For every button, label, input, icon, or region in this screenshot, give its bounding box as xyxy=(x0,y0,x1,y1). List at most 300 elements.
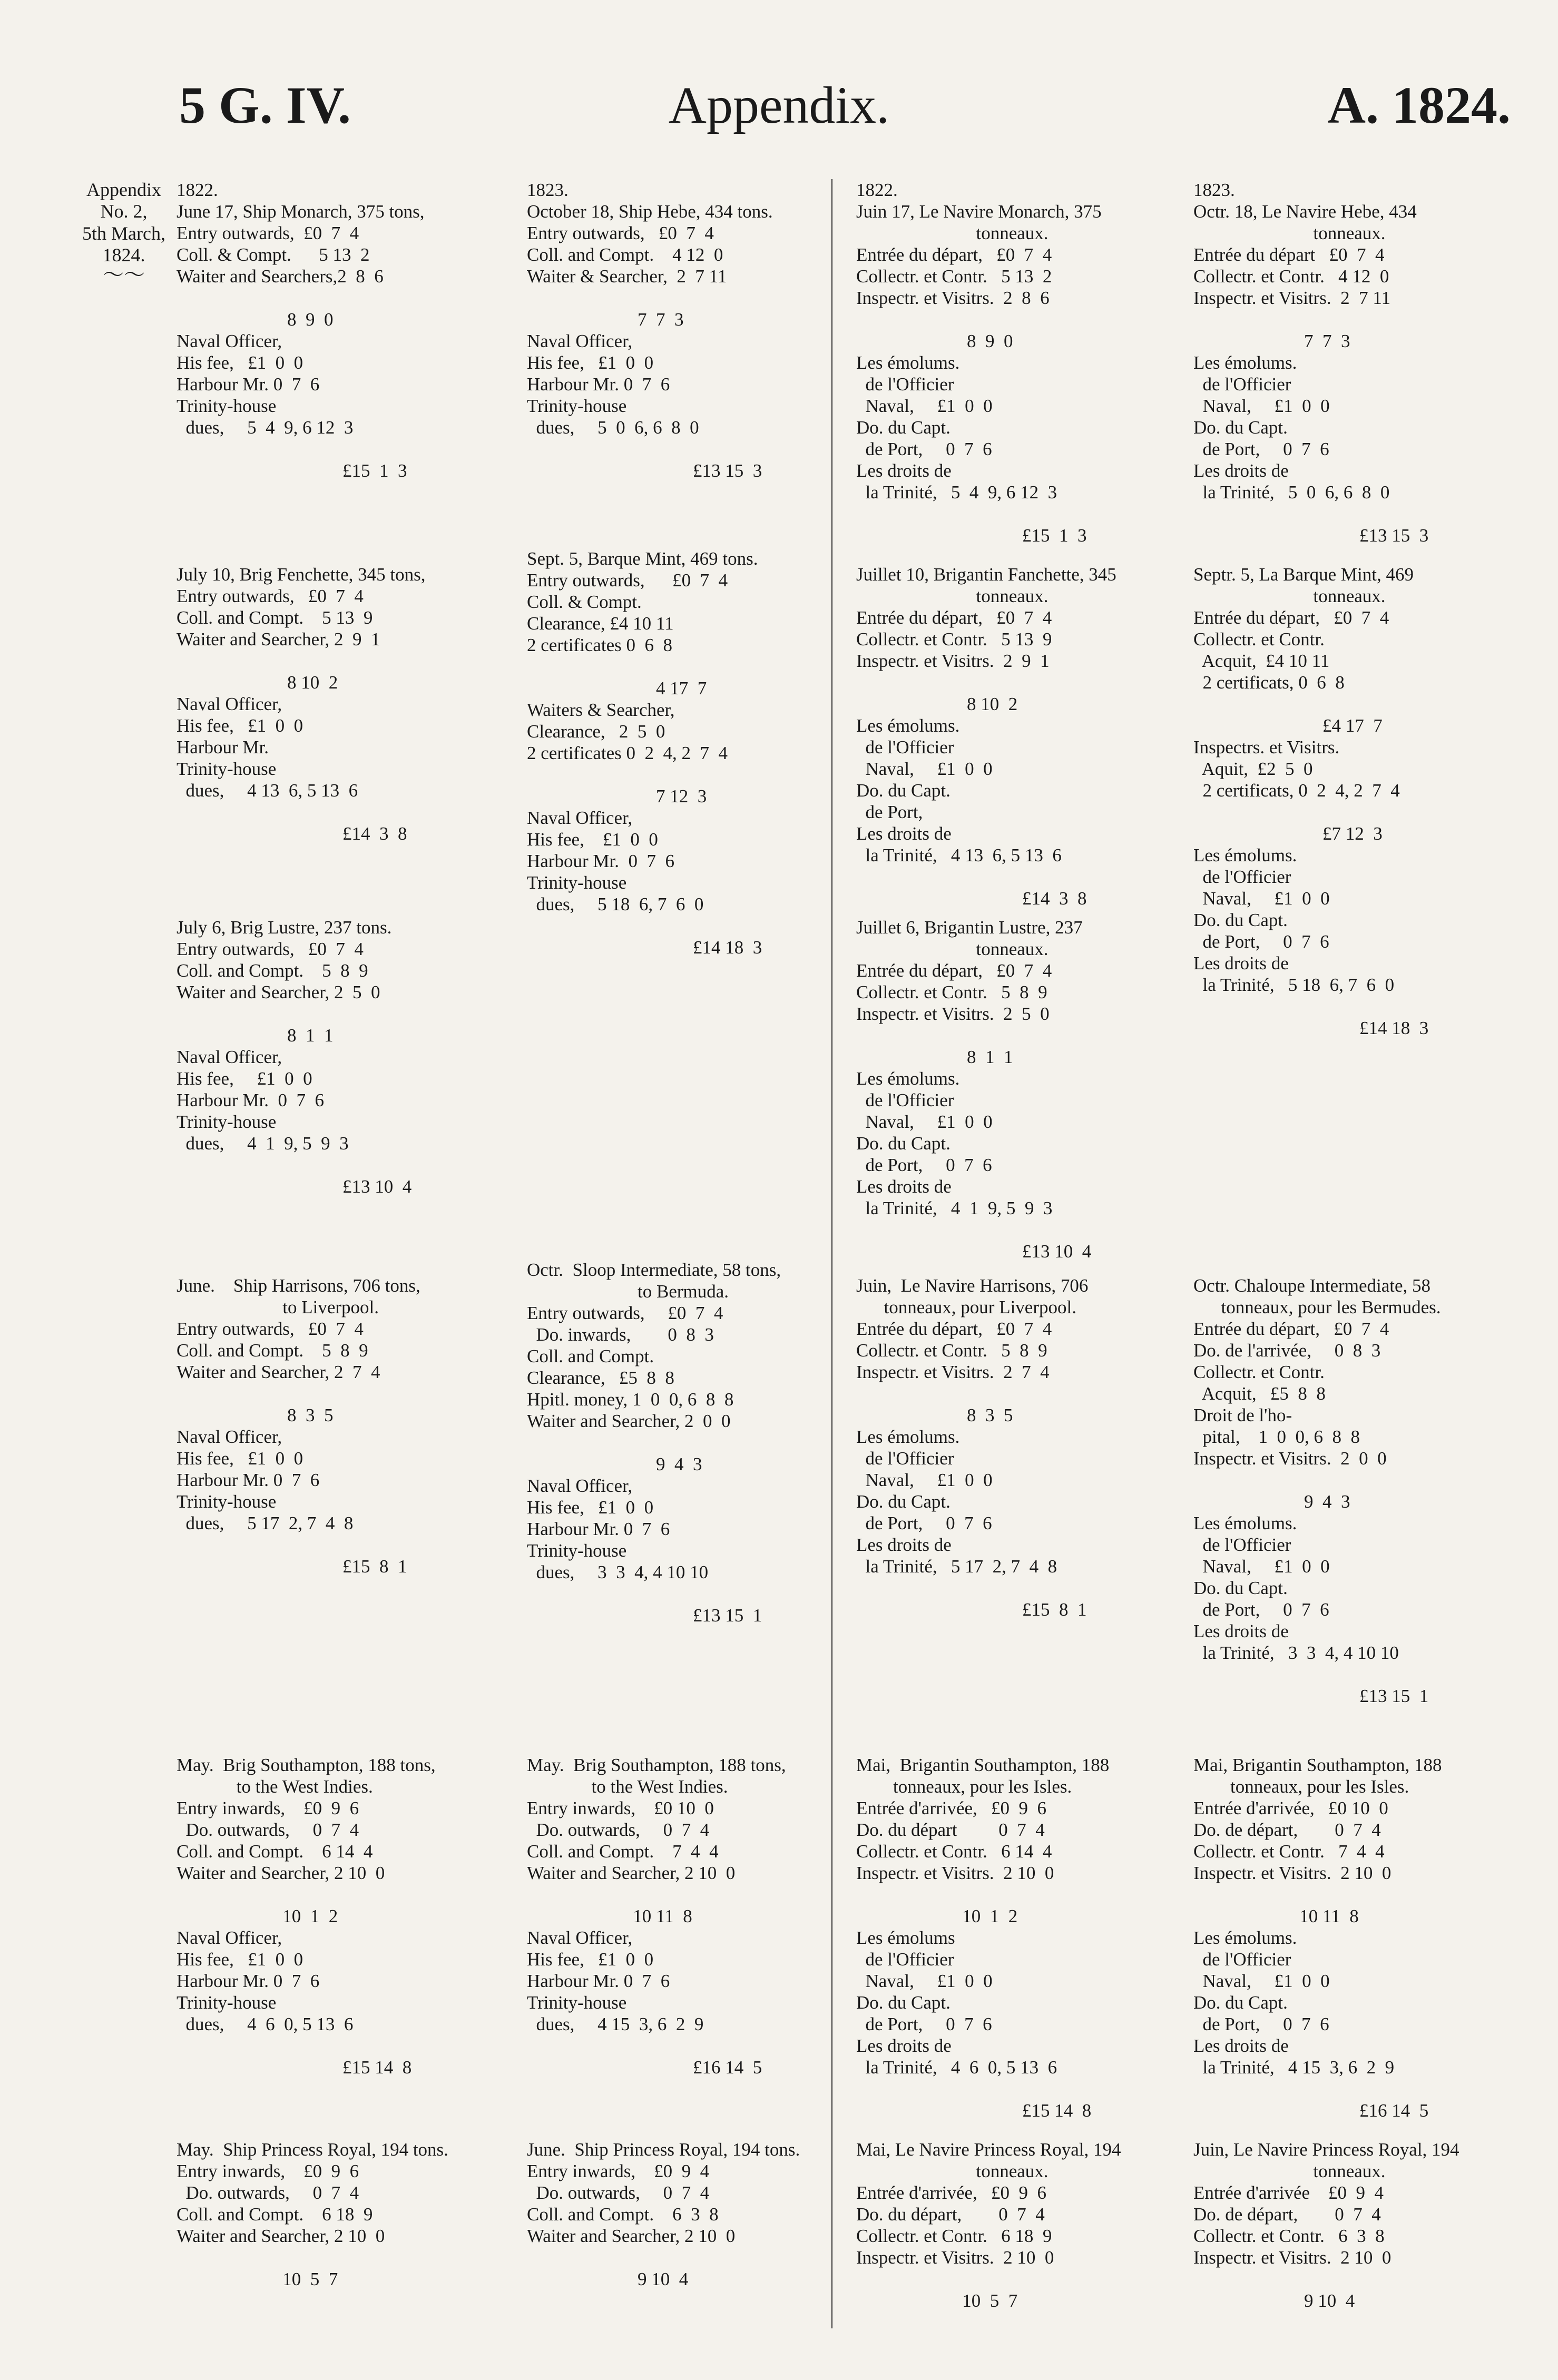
entry-line: His fee, £1 0 0 xyxy=(177,715,303,736)
entry-line: His fee, £1 0 0 xyxy=(177,1949,303,1970)
entry-line: de l'Officier xyxy=(856,1949,954,1970)
side-note-line: 1824. xyxy=(102,244,145,266)
entry-line: tonneaux, pour les Isles. xyxy=(856,1776,1072,1797)
entry-line: Acquit, £4 10 11 xyxy=(1193,651,1330,671)
entry-line: Trinity-house xyxy=(177,759,277,779)
entry-line: la Trinité, 5 17 2, 7 4 8 xyxy=(856,1556,1057,1577)
column-french-1822 xyxy=(856,179,1178,2365)
entry-total: £13 10 4 xyxy=(177,1176,412,1197)
entry-line: Entry inwards, £0 10 0 xyxy=(527,1798,714,1818)
entry-line: Coll. & Compt. 5 13 2 xyxy=(177,244,370,265)
entry-line: Coll. and Compt. 6 14 4 xyxy=(177,1841,373,1862)
entry-line: Waiter and Searcher, 2 5 0 xyxy=(177,982,380,1002)
entry-line: Waiter and Searcher, 2 10 0 xyxy=(177,1863,385,1883)
entry-line: Coll. & Compt. xyxy=(527,592,642,612)
entry-line: Trinity-house xyxy=(527,872,627,893)
entry-line xyxy=(527,287,848,309)
entry-line: Harbour Mr. 0 7 6 xyxy=(527,1971,670,1991)
entry-line: de Port, 0 7 6 xyxy=(856,1513,992,1533)
entry-total: £13 15 1 xyxy=(1193,1686,1429,1706)
entry-line: 8 3 5 xyxy=(177,1405,334,1425)
entry-line: la Trinité, 5 0 6, 6 8 0 xyxy=(1193,482,1390,503)
entry-line: 10 1 2 xyxy=(856,1906,1018,1926)
entry-line: Les droits de xyxy=(856,2035,952,2056)
fee-entry xyxy=(856,2139,1178,2312)
entry-line: 8 1 1 xyxy=(856,1047,1013,1067)
entry-line: tonneaux. xyxy=(856,939,1049,959)
entry-line xyxy=(856,2268,1178,2290)
entry-line xyxy=(527,915,848,937)
entry-total: £15 14 8 xyxy=(177,2057,412,2078)
entry-line: Collectr. et Contr. 7 4 4 xyxy=(1193,1841,1385,1862)
entry-line: de Port, 0 7 6 xyxy=(856,1155,992,1175)
fee-entry xyxy=(527,548,848,958)
entry-line: Do. du Capt. xyxy=(856,1992,951,2013)
entry-line: 1823. xyxy=(1193,180,1235,200)
entry-line: Do. du départ, 0 7 4 xyxy=(856,2204,1045,2225)
entry-line: Les émolums xyxy=(856,1927,955,1948)
fee-entry xyxy=(856,1754,1178,2121)
entry-line: to Liverpool. xyxy=(177,1297,379,1317)
entry-line: de l'Officier xyxy=(1193,1949,1291,1970)
entry-line: Droit de l'ho- xyxy=(1193,1405,1292,1425)
entry-line: 1822. xyxy=(856,180,898,200)
entry-line: 8 3 5 xyxy=(856,1405,1013,1425)
fee-entry xyxy=(527,1754,848,2078)
entry-line xyxy=(1193,1884,1515,1905)
entry-line: His fee, £1 0 0 xyxy=(527,1949,654,1970)
entry-line: 7 7 3 xyxy=(1193,331,1350,351)
entry-line: Les émolums. xyxy=(856,715,960,736)
entry-line: Harbour Mr. 0 7 6 xyxy=(527,851,674,871)
entry-line xyxy=(856,1219,1178,1241)
entry-line: 7 12 3 xyxy=(527,786,707,807)
entry-line: 1823. xyxy=(527,180,569,200)
entry-line: 10 11 8 xyxy=(1193,1906,1359,1926)
entry-line: Naval, £1 0 0 xyxy=(856,1470,993,1490)
entry-line: Juin, Le Navire Harrisons, 706 xyxy=(856,1275,1089,1296)
entry-line: Inspectr. et Visitrs. 2 10 0 xyxy=(1193,1863,1392,1883)
fee-entry xyxy=(856,564,1178,909)
entry-line: Entry outwards, £0 7 4 xyxy=(527,570,728,591)
entry-line xyxy=(1193,693,1515,715)
entry-line: Naval Officer, xyxy=(177,1047,282,1067)
entry-line xyxy=(856,672,1178,693)
entry-line: Do. outwards, 0 7 4 xyxy=(527,1820,710,1840)
entry-line: Harbour Mr. 0 7 6 xyxy=(177,1470,320,1490)
entry-line: la Trinité, 3 3 4, 4 10 10 xyxy=(1193,1643,1399,1663)
entry-line: tonneaux, pour les Isles. xyxy=(1193,1776,1409,1797)
side-note xyxy=(74,179,174,287)
entry-line: Naval, £1 0 0 xyxy=(1193,396,1330,416)
entry-line: de Port, 0 7 6 xyxy=(1193,2014,1329,2034)
entry-line xyxy=(177,1383,498,1404)
entry-line: tonneaux. xyxy=(1193,586,1386,606)
entry-line: Do. inwards, 0 8 3 xyxy=(527,1324,714,1345)
entry-line: Do. outwards, 0 7 4 xyxy=(177,2182,359,2203)
entry-line: Naval, £1 0 0 xyxy=(856,1112,993,1132)
entry-line: Octr. Chaloupe Intermediate, 58 xyxy=(1193,1275,1430,1296)
entry-line: 4 17 7 xyxy=(527,678,707,699)
entry-line: June. Ship Harrisons, 706 tons, xyxy=(177,1275,420,1296)
entry-line: His fee, £1 0 0 xyxy=(177,1448,303,1469)
entry-line: 2 certificats, 0 6 8 xyxy=(1193,672,1345,693)
entry-line: Naval, £1 0 0 xyxy=(1193,888,1330,909)
entry-line: Waiter & Searcher, 2 7 11 xyxy=(527,266,727,287)
entry-line: Harbour Mr. 0 7 6 xyxy=(177,1090,324,1110)
entry-line: Collectr. et Contr. 5 13 9 xyxy=(856,629,1052,650)
entry-line xyxy=(177,801,498,823)
entry-total: £13 15 3 xyxy=(527,460,762,481)
entry-line: de Port, xyxy=(856,802,923,822)
entry-line: de l'Officier xyxy=(856,374,954,395)
entry-line: Entry outwards, £0 7 4 xyxy=(177,586,364,606)
entry-line xyxy=(856,503,1178,525)
entry-line: Do. outwards, 0 7 4 xyxy=(177,1820,359,1840)
entry-line xyxy=(1193,503,1515,525)
entry-line: Waiter and Searcher, 2 9 1 xyxy=(177,629,380,650)
fee-entry xyxy=(177,564,498,844)
fee-entry xyxy=(177,1275,498,1577)
entry-line: 7 7 3 xyxy=(527,309,684,330)
entry-line xyxy=(177,1884,498,1905)
entry-line: Les droits de xyxy=(856,1535,952,1555)
entry-line: Harbour Mr. 0 7 6 xyxy=(527,374,670,395)
entry-line: May. Ship Princess Royal, 194 tons. xyxy=(177,2139,448,2160)
entry-line: Entry outwards, £0 7 4 xyxy=(177,939,364,959)
entry-line: Naval Officer, xyxy=(527,331,633,351)
entry-line xyxy=(856,2078,1178,2100)
entry-line: Harbour Mr. 0 7 6 xyxy=(177,1971,320,1991)
entry-line: de l'Officier xyxy=(1193,374,1291,395)
entry-total: £15 8 1 xyxy=(856,1599,1087,1620)
entry-line: Entrée d'arrivée, £0 9 6 xyxy=(856,1798,1047,1818)
entry-line xyxy=(856,1383,1178,1404)
column-english-1822 xyxy=(177,179,498,2365)
entry-line: to Bermuda. xyxy=(527,1281,729,1302)
entry-line: Entrée du départ, £0 7 4 xyxy=(856,607,1052,628)
entry-line: Do. de départ, 0 7 4 xyxy=(1193,2204,1381,2225)
entry-line: Inspectrs. et Visitrs. xyxy=(1193,737,1340,758)
entry-line xyxy=(527,656,848,677)
entry-line: Inspectr. et Visitrs. 2 8 6 xyxy=(856,288,1050,308)
entry-line: Naval Officer, xyxy=(177,331,282,351)
entry-line: His fee, £1 0 0 xyxy=(527,1497,654,1518)
entry-line: 9 4 3 xyxy=(527,1454,702,1474)
entry-line: de Port, 0 7 6 xyxy=(1193,931,1329,952)
entry-line xyxy=(177,1534,498,1556)
entry-line: Les droits de xyxy=(856,460,952,481)
column-english-1823 xyxy=(527,179,848,2365)
entry-line: Les droits de xyxy=(856,823,952,844)
entry-line: Coll. and Compt. 5 13 9 xyxy=(177,607,373,628)
entry-line: Do. du Capt. xyxy=(1193,1578,1288,1598)
entry-line: la Trinité, 4 13 6, 5 13 6 xyxy=(856,845,1062,866)
entry-line: Entrée du départ £0 7 4 xyxy=(1193,244,1385,265)
entry-line: tonneaux. xyxy=(1193,2161,1386,2181)
entry-line xyxy=(177,2247,498,2268)
entry-line: His fee, £1 0 0 xyxy=(177,1068,312,1089)
entry-line: Collectr. et Contr. 5 8 9 xyxy=(856,982,1047,1002)
entry-line: Inspectr. et Visitrs. 2 5 0 xyxy=(856,1004,1050,1024)
entry-line xyxy=(856,1577,1178,1599)
entry-line: Waiter and Searcher, 2 0 0 xyxy=(527,1411,731,1431)
entry-line: Collectr. et Contr. 6 18 9 xyxy=(856,2226,1052,2246)
entry-line: dues, 5 18 6, 7 6 0 xyxy=(527,894,704,914)
entry-line xyxy=(527,1884,848,1905)
entry-line: dues, 5 4 9, 6 12 3 xyxy=(177,417,354,438)
entry-line: dues, 4 15 3, 6 2 9 xyxy=(527,2014,704,2034)
entry-line xyxy=(1193,1469,1515,1491)
entry-line: dues, 4 13 6, 5 13 6 xyxy=(177,780,358,801)
fee-entry xyxy=(1193,179,1515,546)
fee-entry xyxy=(177,179,498,481)
entry-line: Mai, Brigantin Southampton, 188 xyxy=(856,1755,1110,1775)
entry-line: Naval, £1 0 0 xyxy=(1193,1556,1330,1577)
entry-line: tonneaux, pour les Bermudes. xyxy=(1193,1297,1441,1317)
entry-line: Naval Officer, xyxy=(527,1927,633,1948)
entry-line xyxy=(1193,1664,1515,1685)
entry-line xyxy=(856,1025,1178,1046)
entry-line: Coll. and Compt. 5 8 9 xyxy=(177,960,368,981)
entry-line: 9 4 3 xyxy=(1193,1491,1350,1512)
entry-line: Les droits de xyxy=(1193,1621,1289,1641)
entry-line: Coll. and Compt. 6 3 8 xyxy=(527,2204,719,2225)
side-note-line: 5th March, xyxy=(82,222,165,244)
entry-line: 10 5 7 xyxy=(856,2290,1018,2311)
entry-line xyxy=(527,764,848,785)
entry-line: Entrée du départ, £0 7 4 xyxy=(856,244,1052,265)
fee-entry xyxy=(856,917,1178,1262)
entry-total: £13 15 1 xyxy=(527,1605,762,1626)
entry-line xyxy=(856,309,1178,330)
entry-line: Entry inwards, £0 9 4 xyxy=(527,2161,710,2181)
side-note-line: No. 2, xyxy=(100,201,148,222)
fee-entry xyxy=(1193,564,1515,1039)
entry-line: Trinity-house xyxy=(177,396,277,416)
entry-line: Inspectr. et Visitrs. 2 10 0 xyxy=(856,1863,1054,1883)
entry-total: £14 3 8 xyxy=(177,823,407,844)
entry-line: Do. du Capt. xyxy=(856,1133,951,1154)
entry-line: May. Brig Southampton, 188 tons, xyxy=(527,1755,786,1775)
entry-line: Naval Officer, xyxy=(527,1476,633,1496)
entry-line: Juillet 6, Brigantin Lustre, 237 xyxy=(856,917,1083,938)
entry-line: Les émolums. xyxy=(1193,1927,1297,1948)
fee-entry xyxy=(527,179,848,481)
entry-line: Aquit, £2 5 0 xyxy=(1193,759,1313,779)
entry-line: Entrée d'arrivée £0 9 4 xyxy=(1193,2182,1384,2203)
entry-total: £15 14 8 xyxy=(856,2100,1092,2121)
entry-line: Entrée d'arrivée, £0 10 0 xyxy=(1193,1798,1388,1818)
entry-line xyxy=(527,2035,848,2057)
entry-line: Do. du Capt. xyxy=(1193,1992,1288,2013)
entry-line: 10 5 7 xyxy=(177,2269,338,2289)
fee-entry xyxy=(1193,1275,1515,1707)
entry-total: £15 1 3 xyxy=(856,525,1087,546)
entry-line: Les émolums. xyxy=(1193,352,1297,373)
entry-line: Inspectr. et Visitrs. 2 7 11 xyxy=(1193,288,1391,308)
entry-total: £13 10 4 xyxy=(856,1241,1092,1262)
entry-line: July 10, Brig Fenchette, 345 tons, xyxy=(177,564,426,585)
fee-entry xyxy=(177,2139,498,2290)
entry-line: Do. de l'arrivée, 0 8 3 xyxy=(1193,1340,1381,1361)
entry-line: 8 10 2 xyxy=(177,672,338,693)
entry-line: Trinity-house xyxy=(527,396,627,416)
entry-line: Naval, £1 0 0 xyxy=(1193,1971,1330,1991)
entry-line: Octr. Sloop Intermediate, 58 tons, xyxy=(527,1260,781,1280)
entry-line: Coll. and Compt. 5 8 9 xyxy=(177,1340,368,1361)
entry-line: de l'Officier xyxy=(1193,867,1291,887)
entry-line: Juin 17, Le Navire Monarch, 375 xyxy=(856,201,1102,222)
entry-line: Do. de départ, 0 7 4 xyxy=(1193,1820,1381,1840)
entry-total: £4 17 7 xyxy=(1193,715,1383,736)
entry-total: £15 8 1 xyxy=(177,1556,407,1577)
entry-line: Do. du Capt. xyxy=(1193,910,1288,930)
entry-line: Coll. and Compt. xyxy=(527,1346,654,1366)
entry-line: Collectr. et Contr. 6 14 4 xyxy=(856,1841,1052,1862)
entry-line xyxy=(527,438,848,460)
fee-entry xyxy=(527,2139,848,2290)
entry-line: to the West Indies. xyxy=(177,1776,373,1797)
entry-line: Clearance, £5 8 8 xyxy=(527,1368,674,1388)
entry-line: Naval, £1 0 0 xyxy=(856,759,993,779)
entry-line: Waiter and Searchers,2 8 6 xyxy=(177,266,384,287)
entry-line xyxy=(856,1884,1178,1905)
entry-line: Entrée du départ, £0 7 4 xyxy=(856,960,1052,981)
header-title: Appendix. xyxy=(668,76,890,134)
entry-line: tonneaux. xyxy=(1193,223,1386,243)
entry-line: Les émolums. xyxy=(856,352,960,373)
entry-line: de l'Officier xyxy=(1193,1535,1291,1555)
entry-line: Acquit, £5 8 8 xyxy=(1193,1383,1326,1404)
entry-line: Collectr. et Contr. 5 13 2 xyxy=(856,266,1052,287)
entry-line: Collectr. et Contr. xyxy=(1193,629,1325,650)
entry-line: Les émolums. xyxy=(856,1068,960,1089)
entry-total: £13 15 3 xyxy=(1193,525,1429,546)
entry-line: 9 10 4 xyxy=(1193,2290,1355,2311)
entry-total: £14 18 3 xyxy=(1193,1018,1429,1038)
entry-line: la Trinité, 4 1 9, 5 9 3 xyxy=(856,1198,1053,1218)
entry-line: Naval Officer, xyxy=(177,694,282,714)
entry-line xyxy=(177,650,498,672)
entry-line: 10 11 8 xyxy=(527,1906,692,1926)
entry-line: 8 10 2 xyxy=(856,694,1018,714)
entry-line: Juin, Le Navire Princess Royal, 194 xyxy=(1193,2139,1459,2160)
header-year: A. 1824. xyxy=(1327,76,1511,134)
header-session: 5 G. IV. xyxy=(179,76,351,134)
fee-entry xyxy=(177,1754,498,2078)
entry-line: Les émolums. xyxy=(1193,845,1297,866)
entry-line: Sept. 5, Barque Mint, 469 tons. xyxy=(527,548,758,569)
entry-total: £7 12 3 xyxy=(1193,823,1383,844)
entry-line: Les droits de xyxy=(1193,460,1289,481)
entry-line xyxy=(856,866,1178,888)
entry-line: Trinity-house xyxy=(527,1540,627,1561)
entry-total: £14 18 3 xyxy=(527,937,762,958)
entry-line: Collectr. et Contr. 6 3 8 xyxy=(1193,2226,1385,2246)
entry-line: Trinity-house xyxy=(177,1491,277,1512)
entry-line: Waiter and Searcher, 2 10 0 xyxy=(177,2226,385,2246)
entry-line: Do. du Capt. xyxy=(856,780,951,801)
entry-line: July 6, Brig Lustre, 237 tons. xyxy=(177,917,392,938)
column-french-1823 xyxy=(1193,179,1515,2365)
entry-line: de Port, 0 7 6 xyxy=(1193,439,1329,459)
entry-line xyxy=(527,1432,848,1453)
entry-line xyxy=(1193,2268,1515,2290)
entry-line: Entrée du départ, £0 7 4 xyxy=(1193,607,1389,628)
entry-line: de l'Officier xyxy=(856,1448,954,1469)
entry-line: Naval Officer, xyxy=(177,1427,282,1447)
fee-entry xyxy=(527,1259,848,1626)
entry-line: Mai, Le Navire Princess Royal, 194 xyxy=(856,2139,1121,2160)
fee-entry xyxy=(177,917,498,1197)
entry-line: Waiter and Searcher, 2 10 0 xyxy=(527,2226,736,2246)
entry-line: la Trinité, 5 4 9, 6 12 3 xyxy=(856,482,1057,503)
entry-line: Waiter and Searcher, 2 7 4 xyxy=(177,1362,380,1382)
entry-line: Waiter and Searcher, 2 10 0 xyxy=(527,1863,736,1883)
entry-line: Entry outwards, £0 7 4 xyxy=(177,1319,364,1339)
entry-line: Collectr. et Contr. 5 8 9 xyxy=(856,1340,1047,1361)
entry-line: Coll. and Compt. 7 4 4 xyxy=(527,1841,719,1862)
entry-line: de Port, 0 7 6 xyxy=(1193,1599,1329,1620)
entry-line: Naval, £1 0 0 xyxy=(856,396,993,416)
entry-line: Entrée d'arrivée, £0 9 6 xyxy=(856,2182,1047,2203)
entry-line: tonneaux. xyxy=(856,2161,1049,2181)
entry-line: Entrée du départ, £0 7 4 xyxy=(1193,1319,1389,1339)
entry-line: tonneaux. xyxy=(856,586,1049,606)
entry-line: Trinity-house xyxy=(177,1112,277,1132)
entry-line: Do. outwards, 0 7 4 xyxy=(527,2182,710,2203)
entry-line: Inspectr. et Visitrs. 2 10 0 xyxy=(856,2247,1054,2268)
ornament-squiggle: 〜〜 xyxy=(103,262,145,287)
entry-line: de Port, 0 7 6 xyxy=(856,2014,992,2034)
entry-total: £15 1 3 xyxy=(177,460,407,481)
entry-line xyxy=(1193,2078,1515,2100)
entry-line: His fee, £1 0 0 xyxy=(527,829,658,850)
entry-line: de l'Officier xyxy=(856,1090,954,1110)
entry-line: Inspectr. et Visitrs. 2 10 0 xyxy=(1193,2247,1392,2268)
entry-line: Entrée du départ, £0 7 4 xyxy=(856,1319,1052,1339)
entry-line: Coll. and Compt. 6 18 9 xyxy=(177,2204,373,2225)
entry-line: pital, 1 0 0, 6 8 8 xyxy=(1193,1427,1360,1447)
fee-entry xyxy=(856,179,1178,546)
entry-line: la Trinité, 4 15 3, 6 2 9 xyxy=(1193,2057,1395,2078)
entry-line: Clearance, 2 5 0 xyxy=(527,721,665,742)
entry-line: Hpitl. money, 1 0 0, 6 8 8 xyxy=(527,1389,734,1410)
entry-line: dues, 4 6 0, 5 13 6 xyxy=(177,2014,354,2034)
entry-line: dues, 5 17 2, 7 4 8 xyxy=(177,1513,354,1533)
entry-line: 2 certificats, 0 2 4, 2 7 4 xyxy=(1193,780,1400,801)
entry-line: Collectr. et Contr. 4 12 0 xyxy=(1193,266,1389,287)
entry-line: Naval Officer, xyxy=(527,808,633,828)
entry-line: Harbour Mr. xyxy=(177,737,269,758)
entry-line xyxy=(1193,801,1515,823)
side-note-line: Appendix xyxy=(86,179,161,200)
entry-line: dues, 3 3 4, 4 10 10 xyxy=(527,1562,709,1582)
entry-line: June. Ship Princess Royal, 194 tons. xyxy=(527,2139,800,2160)
entry-line: Entry outwards, £0 7 4 xyxy=(177,223,359,243)
entry-line: tonneaux, pour Liverpool. xyxy=(856,1297,1076,1317)
entry-line: Inspectr. et Visitrs. 2 7 4 xyxy=(856,1362,1050,1382)
entry-total: £14 3 8 xyxy=(856,888,1087,909)
entry-line: Les émolums. xyxy=(1193,1513,1297,1533)
entry-line: His fee, £1 0 0 xyxy=(527,352,654,373)
entry-line: Entry inwards, £0 9 6 xyxy=(177,2161,359,2181)
entry-line: 2 certificates 0 2 4, 2 7 4 xyxy=(527,743,728,763)
entry-line: Do. du Capt. xyxy=(856,1491,951,1512)
entry-line: Septr. 5, La Barque Mint, 469 xyxy=(1193,564,1414,585)
entry-line: tonneaux. xyxy=(856,223,1049,243)
